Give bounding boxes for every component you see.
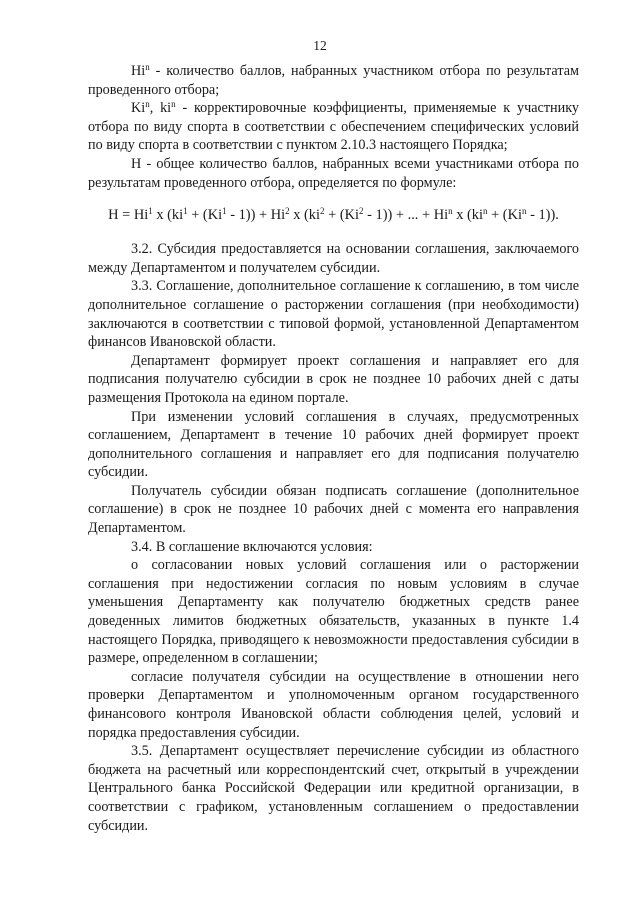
paragraph-hi-definition: Hi$^n$ - количество баллов, набранных участником отбора по результатам проведенного отбора; bbox=[88, 62, 579, 98]
paragraph-new-conditions: о согласовании новых условий соглашения или о расторжении соглашения при недостижении согласия по новым условиям в случае уменьшения Департаменту как получателю бюджетных средств ранее доведенных лимитов бюджетных обязательств, указанных в пункте 1.4 настоящего Порядка, приводящего к невозможности предоставления субсидии в размере, определенном в соглашении; bbox=[88, 557, 579, 667]
paragraph-draft-agreement: Департамент формирует проект соглашения и направляет его для подписания получателю субсидии в срок не позднее 10 рабочих дней с даты размещения Протокола на едином портале. bbox=[88, 352, 579, 406]
paragraph-3-3: 3.3. Соглашение, дополнительное соглашение к соглашению, в том числе дополнительное соглашение о расторжении соглашения (при необходимости) заключаются в соответствии с типовой формой, установленной Департаментом финансов Ивановской области. bbox=[88, 278, 579, 351]
paragraph-consent: согласие получателя субсидии на осуществление в отношении него проверки Департаментом и уполномоченным органом государственного финансового контроля Ивановской области соблюдения целей, условий и порядка предоставления субсидии. bbox=[88, 668, 579, 741]
paragraph-signing: Получатель субсидии обязан подписать соглашение (дополнительное соглашение) в срок не позднее 10 рабочих дней с момента его направления Департаментом. bbox=[88, 482, 579, 537]
document-body bbox=[88, 62, 579, 835]
paragraph-changes: При изменении условий соглашения в случаях, предусмотренных соглашением, Департамент в течение 10 рабочих дней формирует проект дополнительного соглашения и направляет его для подписания получателю субсидии. bbox=[88, 408, 579, 481]
paragraph-3-2: 3.2. Субсидия предоставляется на основании соглашения, заключаемого между Департаментом и получателем субсидии. bbox=[88, 241, 579, 276]
page-number: 12 bbox=[313, 38, 327, 53]
formula: $Н = Hi^1$ x $(ki^1 + (Ki^1 - 1)) + Hi^2$ x $(ki^2 + (Ki^2 - 1))$ + ... + $Hi^n$ x $(ki^n + (Ki^n - 1))$. bbox=[108, 206, 559, 224]
paragraph-3-4: 3.4. В соглашение включаются условия: bbox=[131, 538, 373, 555]
term-hi: Hi$^n$ bbox=[131, 62, 150, 79]
paragraph-3-5: 3.5. Департамент осуществляет перечисление субсидии из областного бюджета на расчетный или корреспондентский счет, открытый в учреждении Центрального банка Российской Федерации или кредитной организации, в соответствии с графиком, установленным соглашением о предоставлении субсидии. bbox=[88, 743, 579, 834]
paragraph-ki-definition: Ki$^n$, $ki^n$ - корректировочные коэффициенты, применяемые к участнику отбора по виду спорта в соответствии с обеспечением специфических условий по виду спорта в соответствии с пунктом 2.10.3 настоящего Порядка; bbox=[88, 99, 580, 154]
paragraph-h-definition: Н - общее количество баллов, набранных всеми участниками отбора по результатам проведенного отбора, определяется по формуле: bbox=[88, 155, 579, 191]
term-ki: Ki$^n$, $ki^n$ bbox=[131, 99, 176, 117]
